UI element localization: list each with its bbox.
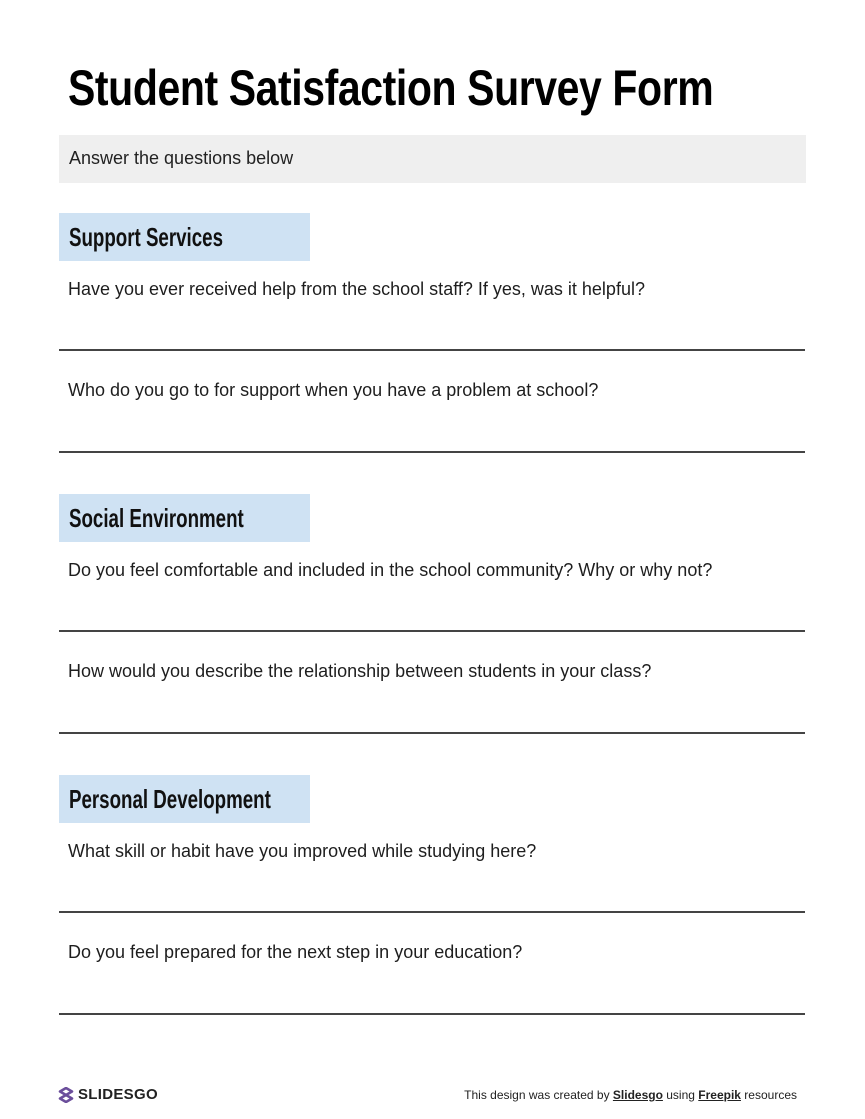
logo-text: SLIDESGO	[78, 1086, 158, 1103]
section-heading: Personal Development	[69, 784, 271, 814]
section-header-social-environment	[59, 494, 310, 542]
answer-line-2[interactable]	[59, 451, 805, 453]
slidesgo-link[interactable]: Slidesgo	[612, 1088, 663, 1102]
question-2: Who do you go to for support when you have a problem at school?	[68, 380, 599, 400]
instructions-banner	[59, 135, 806, 183]
question-5: What skill or habit have you improved while studying here?	[68, 841, 537, 861]
question-1: Have you ever received help from the school staff? If yes, was it helpful?	[68, 279, 645, 299]
instructions-text: Answer the questions below	[69, 148, 294, 168]
section-heading: Support Services	[69, 222, 223, 252]
question-6: Do you feel prepared for the next step in your education?	[68, 942, 523, 962]
slidesgo-logo	[58, 1086, 158, 1103]
answer-line-6[interactable]	[59, 1013, 805, 1015]
question-3: Do you feel comfortable and included in the school community? Why or why not?	[68, 560, 713, 580]
slidesgo-s-icon	[58, 1087, 74, 1103]
question-4: How would you describe the relationship between students in your class?	[68, 661, 652, 681]
section-heading: Social Environment	[69, 503, 244, 533]
section-header-support-services	[59, 213, 310, 261]
answer-line-1[interactable]	[59, 349, 805, 351]
answer-line-5[interactable]	[59, 911, 805, 913]
answer-line-3[interactable]	[59, 630, 805, 632]
page-title: Student Satisfaction Survey Form	[68, 60, 714, 116]
credit-suffix: resources	[740, 1088, 797, 1102]
credit-prefix: This design was created by	[464, 1088, 613, 1102]
credit-middle: using	[662, 1088, 699, 1102]
answer-line-4[interactable]	[59, 732, 805, 734]
credit-line	[464, 1088, 797, 1102]
section-header-personal-development	[59, 775, 310, 823]
freepik-link[interactable]: Freepik	[698, 1088, 741, 1102]
